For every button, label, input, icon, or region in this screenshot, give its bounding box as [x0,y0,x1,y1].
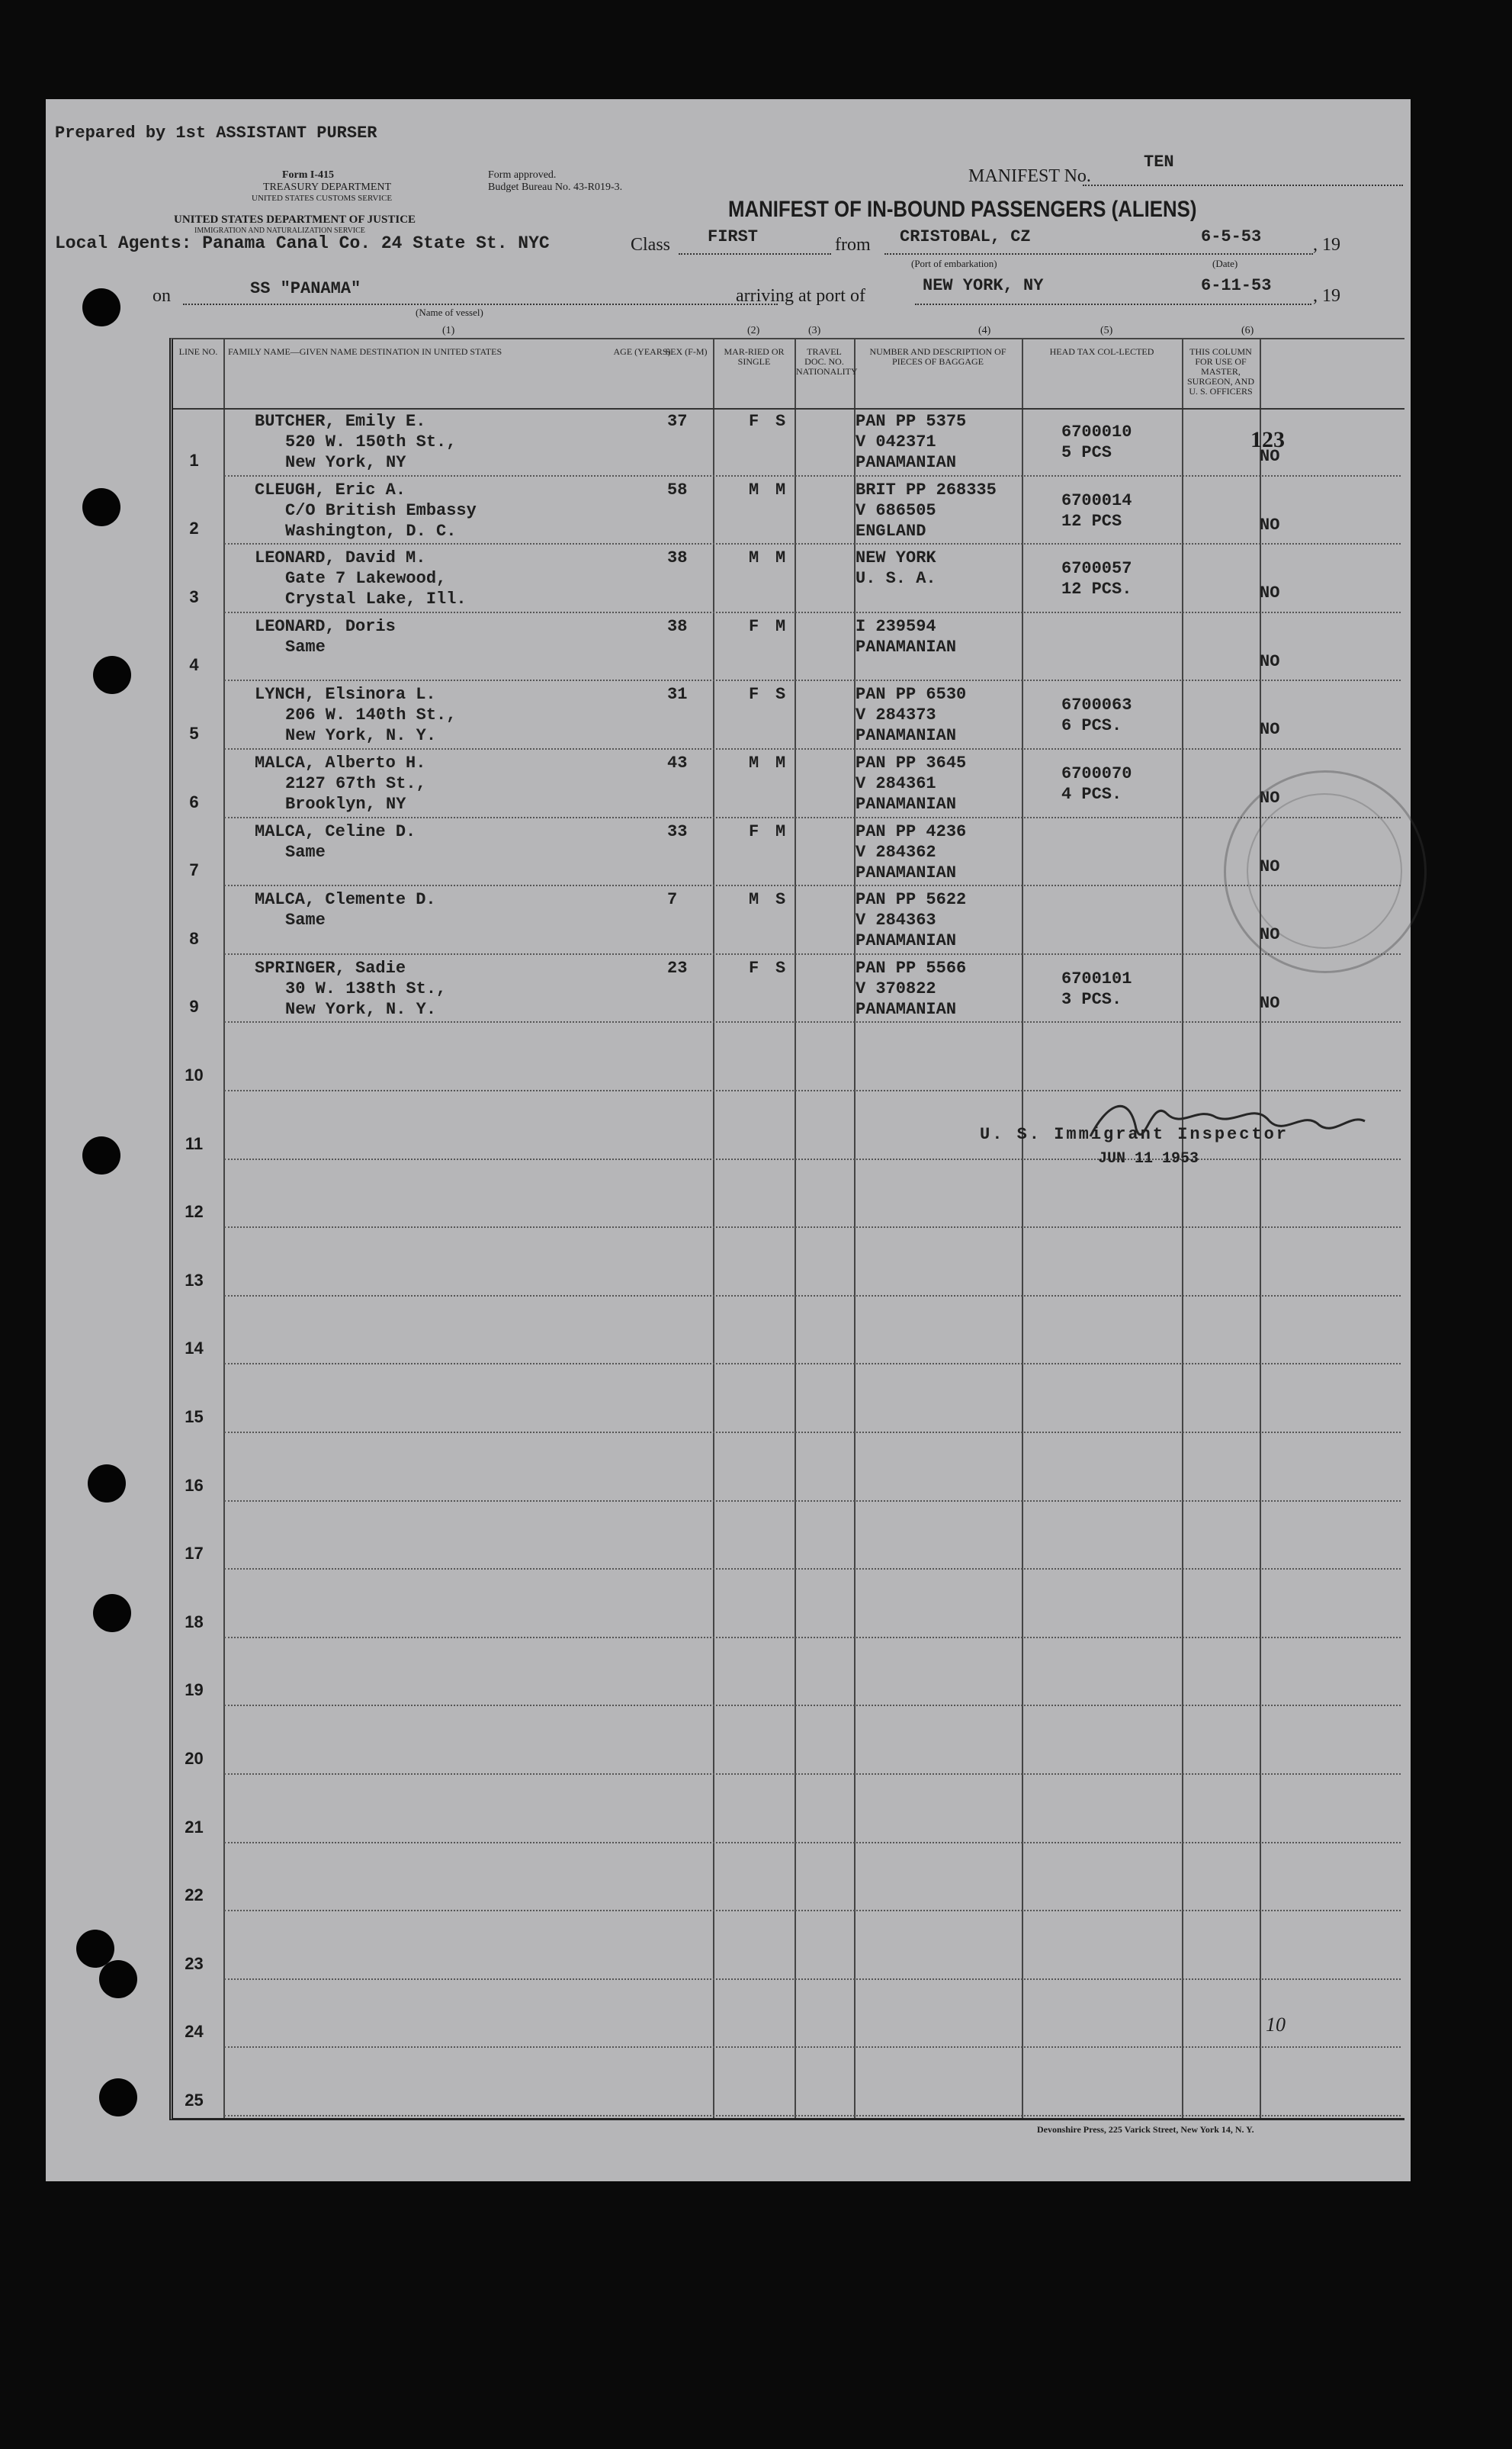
line-number: 24 [185,2022,204,2042]
date-label: (Date) [1212,258,1238,269]
col-num-5: (5) [1100,325,1113,336]
row-divider [224,475,1401,477]
officer-number: 123 [1250,427,1285,452]
depart-date-underline [1160,253,1313,255]
punch-hole [93,1594,131,1632]
passenger-age: 43 [667,754,688,773]
travel-doc-visa: V 686505 [856,500,936,520]
passenger-sex: F [749,685,759,705]
travel-doc-visa: U. S. A. [856,569,936,589]
passenger-name: LEONARD, David M. [255,548,426,568]
passenger-name: MALCA, Celine D. [255,821,416,841]
passenger-marital: S [775,958,786,978]
col-num-3: (3) [808,325,821,336]
on-label: on [152,286,171,306]
line-number: 17 [185,1544,204,1564]
header-line-no: LINE NO. [178,346,218,357]
manifest-underline [1083,185,1403,186]
line-number: 6 [189,792,199,812]
travel-doc-visa: V 042371 [856,432,936,452]
passenger-sex: M [749,890,759,910]
treasury-dept: TREASURY DEPARTMENT [263,182,392,193]
nationality: PANAMANIAN [856,726,957,746]
passenger-age: 23 [667,958,688,978]
passenger-address: Gate 7 Lakewood, [285,569,447,589]
head-tax: NO [1260,515,1280,535]
col-num-1: (1) [442,325,455,336]
passenger-name: LEONARD, Doris [255,616,396,636]
row-divider [224,543,1401,545]
passenger-address: Same [285,911,326,930]
row-divider [224,1363,1401,1364]
baggage-number: 6700010 [1061,423,1132,442]
line-number: 15 [185,1407,204,1426]
passenger-address: Same [285,637,326,657]
customs-service: UNITED STATES CUSTOMS SERVICE [252,194,393,203]
row-divider [224,953,1401,955]
baggage-number: 6700014 [1061,490,1132,510]
nationality: PANAMANIAN [856,999,957,1019]
travel-doc: PAN PP 5566 [856,958,967,978]
travel-doc: BRIT PP 268335 [856,480,997,500]
row-divider [224,1978,1401,1980]
passenger-marital: M [775,480,786,500]
year-suffix-2: , 19 [1313,286,1340,306]
class-value: FIRST [708,227,759,246]
arriving-port: NEW YORK, NY [923,276,1044,295]
vessel-label: (Name of vessel) [416,307,483,318]
prepared-by: Prepared by 1st ASSISTANT PURSER [55,124,377,143]
head-tax: NO [1260,583,1280,603]
head-tax: NO [1260,789,1280,808]
passenger-sex: M [749,548,759,568]
from-label: from [835,235,871,255]
port-embark-label: (Port of embarkation) [911,258,997,269]
passenger-address: 30 W. 138th St., [285,979,447,998]
nationality: PANAMANIAN [856,795,957,814]
row-divider [224,2046,1401,2048]
form-approved: Form approved. [488,169,557,181]
passenger-marital: M [775,616,786,636]
passenger-age: 58 [667,480,688,500]
travel-doc: I 239594 [856,616,936,636]
travel-doc: PAN PP 5375 [856,412,967,431]
passenger-marital: M [775,754,786,773]
travel-doc-visa: V 370822 [856,979,936,998]
row-divider [224,612,1401,613]
row-divider [224,1021,1401,1023]
header-married: MAR-RIED OR SINGLE [724,346,785,367]
baggage-pieces: 12 PCS [1061,511,1122,531]
manifest-number: TEN [1144,153,1174,172]
passenger-age: 7 [667,890,678,910]
line-number: 18 [185,1612,204,1631]
punch-hole [99,1960,137,1998]
header-sex: SEX (F-M) [665,346,708,357]
vessel-underline [183,304,778,305]
travel-doc-visa: V 284362 [856,842,936,862]
passenger-age: 38 [667,548,688,568]
passenger-address: Brooklyn, NY [285,795,406,814]
passenger-marital: M [775,548,786,568]
line-number: 7 [189,860,199,880]
row-divider [224,1500,1401,1502]
passenger-name: LYNCH, Elsinora L. [255,685,436,705]
head-tax: NO [1260,925,1280,945]
line-number: 1 [189,450,199,470]
passenger-address: New York, N. Y. [285,726,437,746]
ins-service: IMMIGRATION AND NATURALIZATION SERVICE [194,227,365,235]
passenger-age: 37 [667,412,688,431]
row-divider [224,1705,1401,1706]
manifest-label: MANIFEST No. [968,166,1091,186]
arriving-label: arriving at port of [736,286,865,306]
nationality: ENGLAND [856,521,926,541]
baggage-pieces: 12 PCS. [1061,580,1132,599]
col-num-2: (2) [747,325,760,336]
passenger-sex: M [749,480,759,500]
passenger-age: 38 [667,616,688,636]
line-number: 25 [185,2091,204,2110]
passenger-age: 33 [667,821,688,841]
line-number: 8 [189,928,199,948]
passenger-sex: F [749,958,759,978]
baggage-number: 6700101 [1061,969,1132,988]
row-divider [224,748,1401,750]
passenger-address: Crystal Lake, Ill. [285,590,467,609]
inspection-stamp-inner [1247,793,1402,949]
row-divider [224,1295,1401,1297]
manifest-sheet [46,99,1411,2181]
passenger-address: New York, NY [285,453,406,472]
line-number: 9 [189,997,199,1017]
baggage-pieces: 4 PCS. [1061,785,1122,804]
head-tax: NO [1260,447,1280,466]
printer-credit: Devonshire Press, 225 Varick Street, New York 14, N. Y. [1037,2124,1254,2135]
travel-doc-visa: V 284361 [856,774,936,793]
row-divider [224,1432,1401,1433]
depart-date: 6-5-53 [1201,227,1262,246]
line-number: 4 [189,655,199,675]
row-divider [224,1637,1401,1638]
passenger-address: New York, N. Y. [285,999,437,1019]
local-agents: Local Agents: Panama Canal Co. 24 State St. NYC [55,233,550,253]
baggage-number: 6700063 [1061,696,1132,715]
form-number: Form I-415 [282,169,335,181]
header-age: AGE (YEARS) [613,346,671,357]
nationality: PANAMANIAN [856,931,957,951]
line-number: 19 [185,1680,204,1700]
arriving-underline [915,304,1311,305]
inspector-label: U. S. Immigrant Inspector [980,1125,1289,1144]
passenger-marital: S [775,685,786,705]
header-head-tax: HEAD TAX COL-LECTED [1049,346,1154,357]
passenger-sex: F [749,821,759,841]
budget-bureau: Budget Bureau No. 43-R019-3. [488,182,623,193]
passenger-address: Washington, D. C. [285,521,457,541]
punch-hole [99,2078,137,2116]
passenger-sex: F [749,616,759,636]
travel-doc: PAN PP 5622 [856,890,967,910]
punch-hole [88,1464,126,1503]
inspector-date: JUN 11 1953 [1098,1150,1199,1168]
row-divider [224,2115,1401,2116]
line-number: 21 [185,1817,204,1837]
punch-hole [82,288,120,326]
line-number: 5 [189,724,199,743]
row-divider [224,1226,1401,1228]
inspector-signature [1083,1083,1372,1159]
travel-doc: PAN PP 4236 [856,821,967,841]
handwritten-count: 10 [1266,2014,1286,2036]
from-underline [884,253,1159,255]
head-tax: NO [1260,720,1280,740]
punch-hole [82,488,120,526]
year-suffix-1: , 19 [1313,235,1340,255]
row-divider [224,1910,1401,1911]
passenger-sex: F [749,412,759,431]
passenger-name: MALCA, Clemente D. [255,890,436,910]
line-number: 23 [185,1953,204,1973]
col-num-4: (4) [978,325,991,336]
passenger-address: Same [285,842,326,862]
punch-hole [82,1136,120,1175]
line-number: 3 [189,587,199,606]
header-name: FAMILY NAME—GIVEN NAME DESTINATION IN UNITED STATES [228,346,502,357]
passenger-address: C/O British Embassy [285,500,477,520]
passenger-address: 2127 67th St., [285,774,426,793]
travel-doc-visa: V 284373 [856,705,936,725]
travel-doc-visa: V 284363 [856,911,936,930]
head-tax: NO [1260,651,1280,671]
line-number: 22 [185,1885,204,1905]
row-divider [224,680,1401,681]
passenger-marital: S [775,890,786,910]
punch-hole [93,656,131,694]
travel-doc-visa: PANAMANIAN [856,637,957,657]
travel-doc: PAN PP 6530 [856,685,967,705]
baggage-number: 6700070 [1061,764,1132,783]
head-tax: NO [1260,857,1280,876]
passenger-name: SPRINGER, Sadie [255,958,406,978]
row-divider [224,1568,1401,1570]
header-travel-doc: TRAVEL DOC. NO. NATIONALITY [796,346,858,377]
vessel-name: SS "PANAMA" [250,279,361,298]
line-number: 16 [185,1475,204,1495]
passenger-name: CLEUGH, Eric A. [255,480,406,500]
line-number: 14 [185,1339,204,1358]
nationality: PANAMANIAN [856,453,957,472]
arrive-date: 6-11-53 [1201,276,1272,295]
class-label: Class [631,235,671,255]
line-number: 2 [189,519,199,538]
class-underline [679,253,831,255]
passenger-sex: M [749,754,759,773]
passenger-age: 31 [667,685,688,705]
passenger-name: MALCA, Alberto H. [255,754,426,773]
line-number: 20 [185,1749,204,1768]
head-tax: NO [1260,993,1280,1013]
passenger-marital: M [775,821,786,841]
header-baggage: NUMBER AND DESCRIPTION OF PIECES OF BAGGAGE [869,346,1006,367]
row-divider [224,817,1401,818]
travel-doc: NEW YORK [856,548,936,568]
baggage-number: 6700057 [1061,559,1132,579]
baggage-pieces: 3 PCS. [1061,989,1122,1009]
line-number: 12 [185,1202,204,1222]
justice-dept: UNITED STATES DEPARTMENT OF JUSTICE [174,214,416,226]
line-number: 10 [185,1065,204,1085]
passenger-marital: S [775,412,786,431]
nationality: PANAMANIAN [856,863,957,882]
manifest-title: MANIFEST OF IN-BOUND PASSENGERS (ALIENS) [728,197,1197,222]
row-divider [224,1773,1401,1775]
from-value: CRISTOBAL, CZ [900,227,1031,246]
passenger-address: 520 W. 150th St., [285,432,457,452]
col-num-6: (6) [1241,325,1254,336]
row-divider [224,1842,1401,1843]
line-number: 11 [185,1133,204,1153]
header-officers: THIS COLUMN FOR USE OF MASTER, SURGEON, AND U. S. OFFICERS [1186,346,1254,397]
baggage-pieces: 5 PCS [1061,443,1112,462]
travel-doc: PAN PP 3645 [856,754,967,773]
line-number: 13 [185,1270,204,1290]
passenger-name: BUTCHER, Emily E. [255,412,426,431]
passenger-address: 206 W. 140th St., [285,705,457,725]
baggage-pieces: 6 PCS. [1061,716,1122,736]
